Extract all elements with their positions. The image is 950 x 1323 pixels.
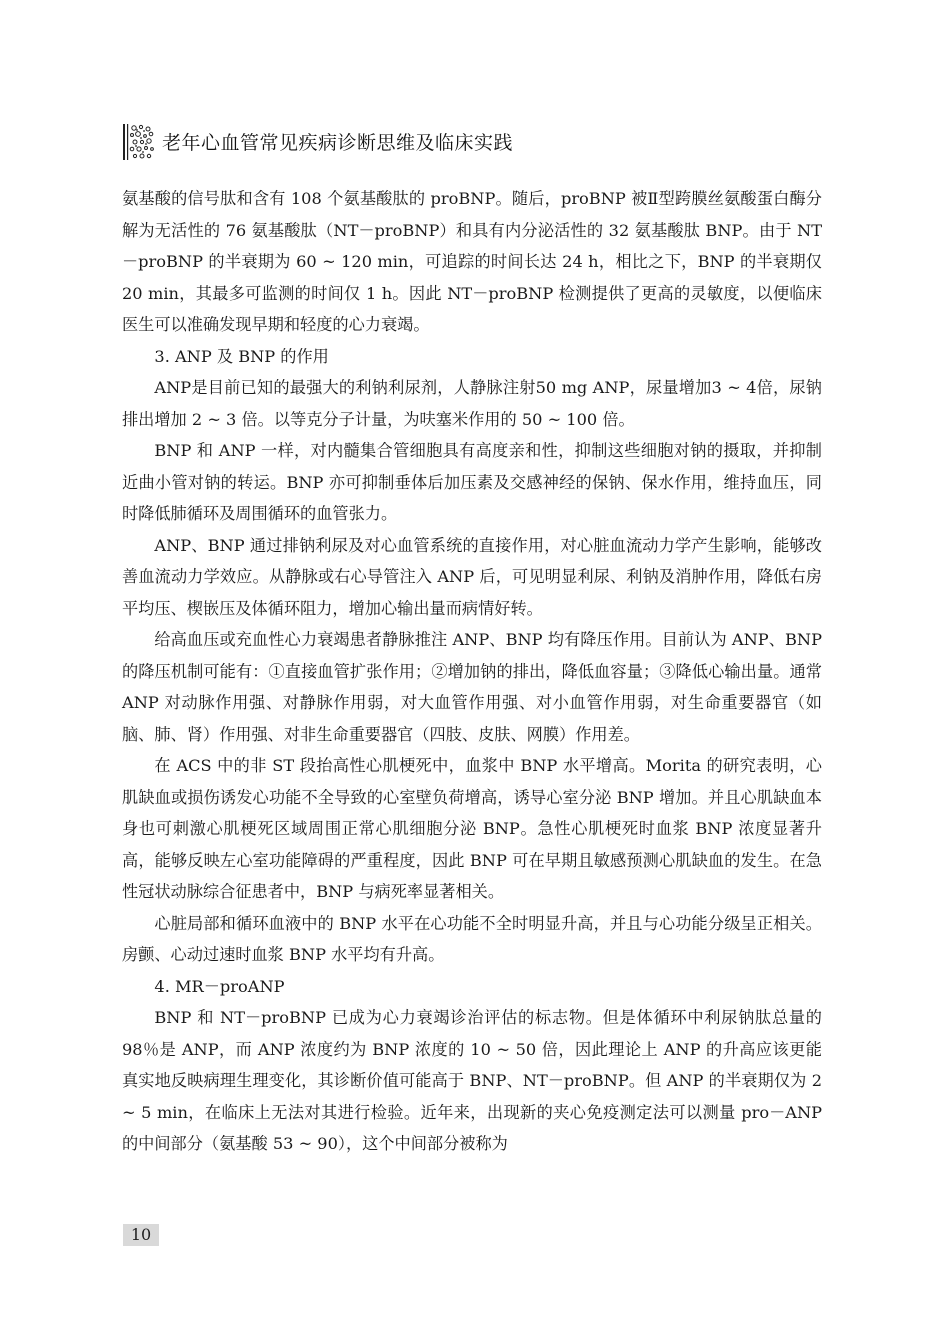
section-heading: 3. ANP 及 BNP 的作用 — [154, 346, 329, 366]
paragraph: BNP 和 ANP 一样，对内髓集合管细胞具有高度亲和性，抑制这些细胞对钠的摄取，并抑制近曲小管对钠的转运。BNP 亦可抑制垂体后加压素及交感神经的保钠、保水作用，维持血压，同时降低肺循环及周围循环的血管张力。 — [122, 441, 822, 523]
book-title: 老年心血管常见疾病诊断思维及临床实践 — [162, 132, 514, 154]
paragraph: 心脏局部和循环血液中的 BNP 水平在心功能不全时明显升高，并且与心功能分级呈正相关。房颤、心动过速时血浆 BNP 水平均有升高。 — [122, 913, 822, 964]
paragraph: 给高血压或充血性心力衰竭患者静脉推注 ANP、BNP 均有降压作用。目前认为 ANP、BNP 的降压机制可能有：①直接血管扩张作用；②增加钠的排出，降低血容量；③降低心输出量。通常 ANP 对动脉作用强、对静脉作用弱，对大血管作用强、对小血管作用弱，对生命重要器官（如脑、肺、肾）作用强、对非生命重要器官（四肢、皮肤、网膜）作用差。 — [122, 630, 822, 744]
dotted-ornament-icon — [122, 122, 156, 162]
paragraph: 氨基酸的信号肽和含有 108 个氨基酸肽的 proBNP。随后，proBNP 被Ⅱ型跨膜丝氨酸蛋白酶分解为无活性的 76 氨基酸肽（NT－proBNP）和具有内分泌活性的 32 氨基酸肽 BNP。由于 NT－proBNP 的半衰期为 60 ~ 120 min，可追踪的时间长达 24 h，相比之下，BNP 的半衰期仅 20 min，其最多可监测的时间仅 1 h。因此 NT－proBNP 检测提供了更高的灵敏度，以便临床医生可以准确发现早期和轻度的心力衰竭。 — [122, 189, 822, 334]
section-heading: 4. MR－proANP — [154, 976, 285, 996]
paragraph: BNP 和 NT－proBNP 已成为心力衰竭诊治评估的标志物。但是体循环中利尿钠肽总量的 98％是 ANP，而 ANP 浓度约为 BNP 浓度的 10 ~ 50 倍，因此理论上 ANP 的升高应该更能真实地反映病理生理变化，其诊断价值可能高于 BNP、NT－proBNP。但 ANP 的半衰期仅为 2 ~ 5 min，在临床上无法对其进行检验。近年来，出现新的夹心免疫测定法可以测量 pro－ANP 的中间部分（氨基酸 53 ~ 90），这个中间部分被称为 — [122, 1008, 822, 1153]
paragraph: ANP、BNP 通过排钠利尿及对心血管系统的直接作用，对心脏血流动力学产生影响，能够改善血流动力学效应。从静脉或右心导管注入 ANP 后，可见明显利尿、利钠及消肿作用，降低右房平均压、楔嵌压及体循环阻力，增加心输出量而病情好转。 — [122, 535, 822, 618]
paragraph: ANP是目前已知的最强大的利钠利尿剂，人静脉注射50 mg ANP，尿量增加3 ~ 4倍，尿钠排出增加 2 ~ 3 倍。以等克分子计量，为呋塞米作用的 50 ~ 100 倍。 — [122, 378, 822, 429]
paragraph: 在 ACS 中的非 ST 段抬高性心肌梗死中，血浆中 BNP 水平增高。Morita 的研究表明，心肌缺血或损伤诱发心功能不全导致的心室壁负荷增高，诱导心室分泌 BNP 增加。并且心肌缺血本身也可刺激心肌梗死区域周围正常心肌细胞分泌 BNP。急性心肌梗死时血浆 BNP 浓度显著升高，能够反映左心室功能障碍的严重程度，因此 BNP 可在早期且敏感预测心肌缺血的发生。在急性冠状动脉综合征患者中，BNP 与病死率显著相关。 — [122, 756, 822, 901]
running-header — [122, 122, 822, 162]
page-number: 10 — [123, 1224, 159, 1246]
body-text — [122, 183, 822, 1160]
